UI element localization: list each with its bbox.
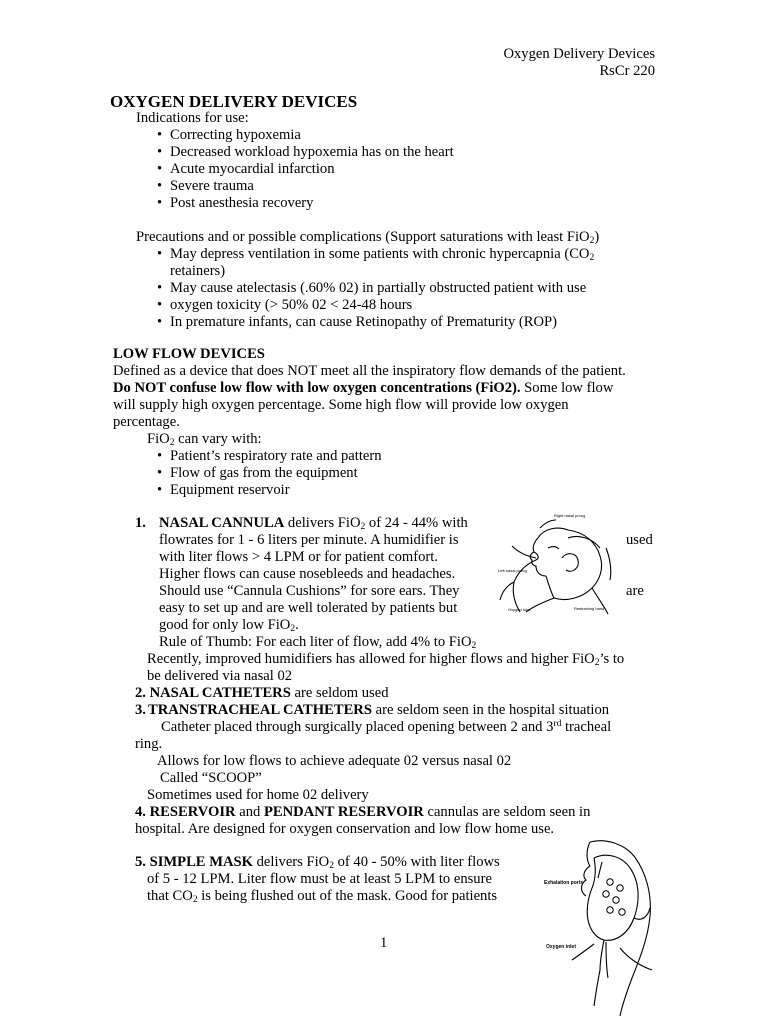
fio2-heading: FiO$_2$ can vary with: [147, 431, 262, 448]
paragraph-line: Rule of Thumb: For each liter of flow, add 4% to FiO$_2$ [159, 634, 477, 651]
indications-heading: Indications for use: [136, 110, 249, 126]
paragraph-line: Recently, improved humidifiers has allowed for higher flows and higher FiO$_2$’s to [147, 651, 625, 668]
figure-label-bottom-left: Oxygen tube [508, 607, 531, 612]
list-item: • Correcting hypoxemia [170, 127, 301, 144]
paragraph-line: Should use “Cannula Cushions” for sore ears. They [159, 583, 460, 599]
paragraph-line-right: are [626, 583, 644, 599]
paragraph-line: easy to set up and are well tolerated by patients but [159, 600, 458, 616]
paragraph-line: Higher flows can cause nosebleeds and headaches. [159, 566, 456, 582]
paragraph-line: with liter flows > 4 LPM or for patient comfort. [159, 549, 438, 565]
paragraph-line: NASAL CANNULA delivers FiO$_2$ of 24 - 44% with [159, 515, 468, 532]
figure-label-left: Left nasal prong [498, 568, 527, 573]
list-item: • Post anesthesia recovery [170, 195, 313, 212]
paragraph-line: flowrates for 1 - 6 liters per minute. A humidifier is [159, 532, 459, 548]
list-item: • Acute myocardial infarction [170, 161, 335, 178]
figure-label-inlet: Oxygen inlet [546, 944, 577, 950]
paragraph-line-right: used [626, 532, 653, 548]
paragraph-line: TRANSTRACHEAL CATHETERS are seldom seen in the hospital situation [148, 702, 610, 718]
paragraph-line: 5. SIMPLE MASK delivers FiO$_2$ of 40 - 50% with liter flows [135, 854, 500, 871]
item-number: 3. [135, 702, 146, 718]
paragraph-line: Do NOT confuse low flow with low oxygen concentrations (FiO2). Some low flow [113, 380, 614, 396]
paragraph-line: good for only low FiO$_2$. [159, 617, 299, 634]
paragraph-line: Called “SCOOP” [160, 770, 262, 786]
list-item: • May cause atelectasis (.60% 02) in partially obstructed patient with use [170, 280, 586, 297]
simple-mask-illustration [536, 838, 664, 1018]
paragraph-line: 2. NASAL CATHETERS are seldom used [135, 685, 389, 701]
list-item: • Equipment reservoir [170, 482, 290, 499]
paragraph-line: percentage. [113, 414, 180, 430]
paragraph-line: Catheter placed through surgically placed opening between 2 and 3rd tracheal [161, 719, 612, 735]
precautions-heading: Precautions and or possible complications (Support saturations with least FiO$_2$) [136, 229, 600, 246]
list-item-continuation: retainers) [170, 263, 226, 279]
nasal-cannula-illustration [496, 508, 626, 620]
paragraph-line: 4. RESERVOIR and PENDANT RESERVOIR cannulas are seldom seen in [135, 804, 591, 820]
figure-label-top: Right nasal prong [554, 513, 586, 518]
list-item: • In premature infants, can cause Retinopathy of Prematurity (ROP) [170, 314, 557, 331]
figure-label-ports: Exhalation ports [544, 880, 584, 886]
list-item: • oxygen toxicity (> 50% 02 < 24-48 hours [170, 297, 412, 314]
paragraph-line: of 5 - 12 LPM. Liter flow must be at least 5 LPM to ensure [147, 871, 492, 887]
figure-label-bottom-right: Restraining band [574, 606, 605, 611]
paragraph-line: hospital. Are designed for oxygen conservation and low flow home use. [135, 821, 555, 837]
paragraph-line: Allows for low flows to achieve adequate 02 versus nasal 02 [157, 753, 512, 769]
paragraph-line: ring. [135, 736, 163, 752]
list-item: • May depress ventilation in some patients with chronic hypercapnia ($CO_2$ [170, 246, 594, 263]
list-item: • Flow of gas from the equipment [170, 465, 358, 482]
paragraph-line: will supply high oxygen percentage. Some high flow will provide low oxygen [113, 397, 569, 413]
header-title: Oxygen Delivery Devices [503, 46, 655, 62]
header-course: RsCr 220 [599, 63, 655, 79]
paragraph-line: Defined as a device that does NOT meet all the inspiratory flow demands of the patient. [113, 363, 626, 379]
list-item: • Patient’s respiratory rate and pattern [170, 448, 382, 465]
paragraph-line: that $CO_2$ is being flushed out of the mask. Good for patients [147, 888, 498, 905]
section-heading: LOW FLOW DEVICES [113, 346, 265, 362]
page-number: 1 [380, 935, 388, 951]
list-item: • Severe trauma [170, 178, 254, 195]
document-title: OXYGEN DELIVERY DEVICES [110, 92, 358, 111]
paragraph-line: be delivered via nasal 02 [147, 668, 293, 684]
paragraph-line: Sometimes used for home 02 delivery [147, 787, 369, 803]
item-number: 1. [135, 515, 146, 531]
list-item: • Decreased workload hypoxemia has on the heart [170, 144, 454, 161]
